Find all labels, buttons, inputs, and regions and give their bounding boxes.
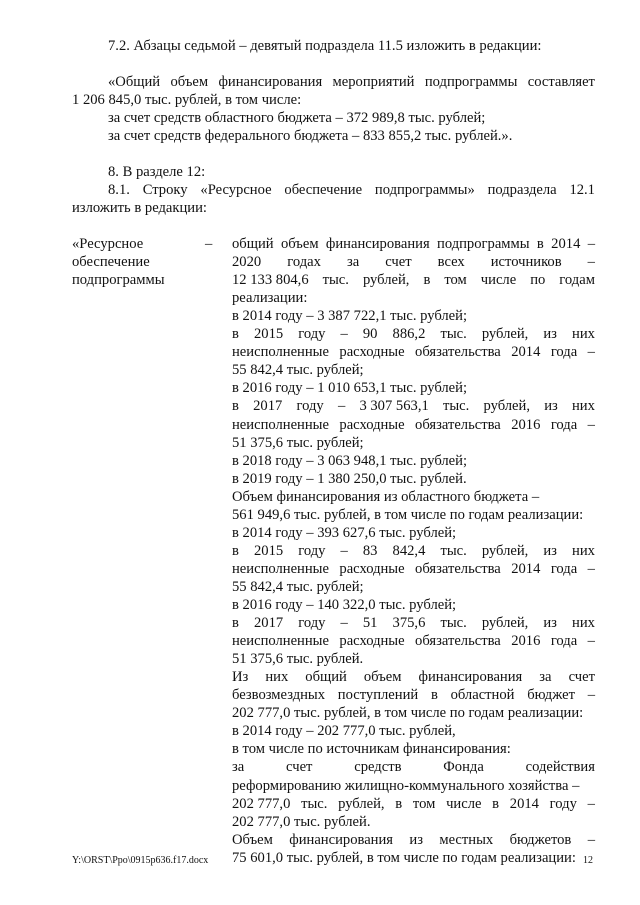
word: объем — [280, 236, 319, 252]
word: местных — [439, 832, 494, 848]
word: «Ресурсное — [200, 182, 272, 198]
word: счет — [385, 254, 412, 270]
para-8-1-justified — [108, 181, 595, 199]
right-col-line: Объем финансирования из областного бюджета – — [232, 489, 540, 505]
word: областной — [450, 687, 515, 703]
word: за — [539, 669, 552, 685]
word: 2017 — [253, 398, 283, 414]
word: – — [587, 236, 595, 252]
word: бюджет — [527, 687, 575, 703]
right-col-line: 55 842,4 тыс. рублей; — [232, 579, 364, 595]
right-col-line — [232, 271, 595, 289]
right-col-line: 561 949,6 тыс. рублей, в том числе по годам реализации: — [232, 507, 584, 523]
word: обеспечение — [284, 182, 363, 198]
word: – — [587, 561, 595, 577]
right-col-line: 202 777,0 тыс. рублей. — [232, 814, 371, 830]
word: 2014 — [509, 796, 539, 812]
right-col-line: в 2014 году – 3 387 722,1 тыс. рублей; — [232, 308, 468, 324]
right-col-line: 51 375,6 тыс. рублей; — [232, 435, 364, 451]
word: обязательства — [415, 417, 501, 433]
right-col-line — [232, 795, 595, 813]
word: обязательства — [415, 633, 501, 649]
word: из — [543, 326, 557, 342]
word: составляет — [527, 74, 595, 90]
word: тыс. — [322, 272, 349, 288]
quote-line-justified — [108, 73, 595, 91]
word: них — [572, 543, 595, 559]
word: бюджетов — [509, 832, 572, 848]
regional-budget-line: за счет средств областного бюджета – 372 989,8 тыс. рублей; — [108, 110, 486, 126]
word: 3 307 563,1 — [359, 398, 429, 414]
word: – — [587, 633, 595, 649]
word: в — [232, 326, 239, 342]
right-col-line — [232, 343, 595, 361]
word: 51 — [362, 615, 378, 631]
word: 2017 — [253, 615, 284, 631]
word: годам — [559, 272, 595, 288]
word: обязательства — [415, 561, 501, 577]
word: 12 133 804,6 — [232, 272, 309, 288]
word: 8.1. — [108, 182, 130, 198]
word: том — [444, 272, 467, 288]
left-col-resource: «Ресурсное — [72, 236, 144, 252]
word: в — [536, 236, 544, 252]
word: них — [572, 615, 595, 631]
word: них — [265, 669, 289, 685]
word: года — [550, 417, 578, 433]
word: источников — [490, 254, 562, 270]
word: неисполненные — [232, 417, 329, 433]
word: числе — [480, 272, 517, 288]
right-col-line: в том числе по источникам финансирования: — [232, 741, 511, 757]
right-col-line: в 2018 году – 3 063 948,1 тыс. рублей; — [232, 453, 468, 469]
word: тыс. — [440, 615, 467, 631]
word: году — [549, 796, 577, 812]
word: года — [550, 633, 578, 649]
word: 202 777,0 — [232, 796, 291, 812]
footer-page-number: 12 — [583, 855, 593, 866]
word: 2015 — [253, 543, 284, 559]
word: 2015 — [253, 326, 284, 342]
word: обязательства — [415, 344, 501, 360]
federal-budget-line: за счет средств федерального бюджета – 833 855,2 тыс. рублей.». — [108, 128, 513, 144]
word: – — [587, 417, 595, 433]
word: расходные — [339, 417, 405, 433]
word: расходные — [339, 344, 405, 360]
word: рублей, — [481, 543, 529, 559]
word: финансирования — [418, 669, 523, 685]
word: содействия — [525, 759, 595, 775]
word: 2020 — [232, 254, 262, 270]
right-col-line: реформированию жилищно-коммунального хозяйства – — [232, 778, 580, 794]
word: Фонда — [443, 759, 484, 775]
word: – — [340, 615, 348, 631]
word: финансирования — [218, 74, 323, 90]
para-8-1-line-2: изложить в редакции: — [72, 200, 207, 216]
word: в — [232, 543, 239, 559]
word: неисполненные — [232, 344, 329, 360]
right-col-line — [232, 614, 595, 632]
word: года — [550, 561, 578, 577]
right-col-line: в 2014 году – 202 777,0 тыс. рублей, — [232, 723, 456, 739]
word: из — [409, 832, 423, 848]
right-col-line — [232, 758, 595, 776]
word: Строку — [142, 182, 188, 198]
word: 2014 — [511, 344, 541, 360]
word: 83 — [362, 543, 378, 559]
left-col-provision: обеспечение — [72, 254, 150, 270]
right-col-line — [232, 416, 595, 434]
word: общий — [305, 669, 347, 685]
word: них — [572, 326, 595, 342]
word: числе — [446, 796, 482, 812]
word: 375,6 — [392, 615, 426, 631]
word: финансирования — [325, 236, 430, 252]
word: рублей, — [338, 796, 385, 812]
word: году — [298, 615, 326, 631]
word: 886,2 — [392, 326, 426, 342]
word: рублей, — [481, 615, 529, 631]
word: 90 — [362, 326, 378, 342]
right-col-line — [232, 686, 595, 704]
word: – — [587, 796, 595, 812]
word: в — [232, 398, 239, 414]
right-col-line — [232, 397, 595, 415]
word: средств — [354, 759, 402, 775]
word: них — [571, 398, 595, 414]
word: – — [340, 326, 348, 342]
word: неисполненные — [232, 633, 329, 649]
word: тыс. — [440, 543, 467, 559]
word: по — [530, 272, 546, 288]
word: том — [412, 796, 436, 812]
word: рублей, — [483, 398, 530, 414]
word: объем — [363, 669, 402, 685]
word: подпрограммы — [437, 236, 530, 252]
word: подпрограммы» — [374, 182, 475, 198]
right-col-line — [232, 632, 595, 650]
para-7-2: 7.2. Абзацы седьмой – девятый подраздела 11.5 изложить в редакции: — [108, 38, 542, 54]
word: в — [232, 615, 239, 631]
right-col-line — [232, 668, 595, 686]
word: Из — [232, 669, 249, 685]
right-col-line: 55 842,4 тыс. рублей; — [232, 362, 364, 378]
word: 2014 — [551, 236, 581, 252]
right-col-line — [232, 560, 595, 578]
quote-line-2: 1 206 845,0 тыс. рублей, в том числе: — [72, 92, 302, 108]
word: неисполненные — [232, 561, 329, 577]
word: из — [543, 615, 557, 631]
word: безвозмездных — [232, 687, 326, 703]
word: финансирования — [289, 832, 394, 848]
word: общий — [232, 236, 274, 252]
right-col-line: 51 375,6 тыс. рублей. — [232, 651, 364, 667]
word: году — [296, 398, 324, 414]
word: счет — [568, 669, 595, 685]
right-col-line: в 2019 году – 1 380 250,0 тыс. рублей. — [232, 471, 467, 487]
right-col-line: 202 777,0 тыс. рублей, в том числе по годам реализации: — [232, 705, 584, 721]
word: – — [337, 398, 346, 414]
word: в — [423, 272, 431, 288]
word: годах — [287, 254, 321, 270]
word: – — [587, 687, 595, 703]
right-col-line — [232, 831, 595, 849]
word: – — [587, 344, 595, 360]
word: из — [544, 398, 558, 414]
right-col-line: в 2016 году – 1 010 653,1 тыс. рублей; — [232, 380, 468, 396]
word: мероприятий — [332, 74, 415, 90]
left-col-subprogram: подпрограммы — [72, 272, 165, 288]
word: тыс. — [440, 326, 467, 342]
word: рублей, — [481, 326, 529, 342]
word: за — [232, 759, 245, 775]
word: рублей, — [362, 272, 410, 288]
right-col-line: 75 601,0 тыс. рублей, в том числе по годам реализации: — [232, 850, 576, 866]
word: году — [298, 543, 326, 559]
word: расходные — [339, 633, 405, 649]
word: года — [550, 344, 578, 360]
word: – — [587, 254, 595, 270]
right-col-line: в 2014 году – 393 627,6 тыс. рублей; — [232, 525, 457, 541]
right-col-line — [232, 542, 595, 560]
right-col-line: реализации: — [232, 290, 308, 306]
word: году — [298, 326, 326, 342]
word: в — [492, 796, 500, 812]
word: «Общий — [108, 74, 161, 90]
word: всех — [437, 254, 465, 270]
footer-file-path: Y:\ORST\Ppo\0915p636.f17.docx — [72, 855, 209, 866]
word: из — [543, 543, 557, 559]
right-col-line — [232, 253, 595, 271]
right-col-line: в 2016 году – 140 322,0 тыс. рублей; — [232, 597, 457, 613]
word: 2014 — [511, 561, 541, 577]
left-col-dash: – — [205, 236, 213, 252]
word: – — [340, 543, 348, 559]
word: Объем — [232, 832, 273, 848]
word: в — [430, 687, 438, 703]
section-8-heading: 8. В разделе 12: — [108, 164, 206, 180]
word: – — [587, 832, 595, 848]
word: тыс. — [442, 398, 470, 414]
right-col-line — [232, 235, 595, 253]
word: расходные — [339, 561, 405, 577]
word: объем — [170, 74, 209, 90]
word: в — [395, 796, 403, 812]
word: подпрограммы — [424, 74, 518, 90]
word: 12.1 — [569, 182, 595, 198]
right-col-line — [232, 325, 595, 343]
word: подраздела — [487, 182, 557, 198]
word: 2016 — [511, 417, 541, 433]
word: тыс. — [301, 796, 328, 812]
word: поступлений — [337, 687, 419, 703]
word: счет — [286, 759, 313, 775]
word: 2016 — [511, 633, 541, 649]
word: 842,4 — [392, 543, 426, 559]
word: за — [346, 254, 360, 270]
